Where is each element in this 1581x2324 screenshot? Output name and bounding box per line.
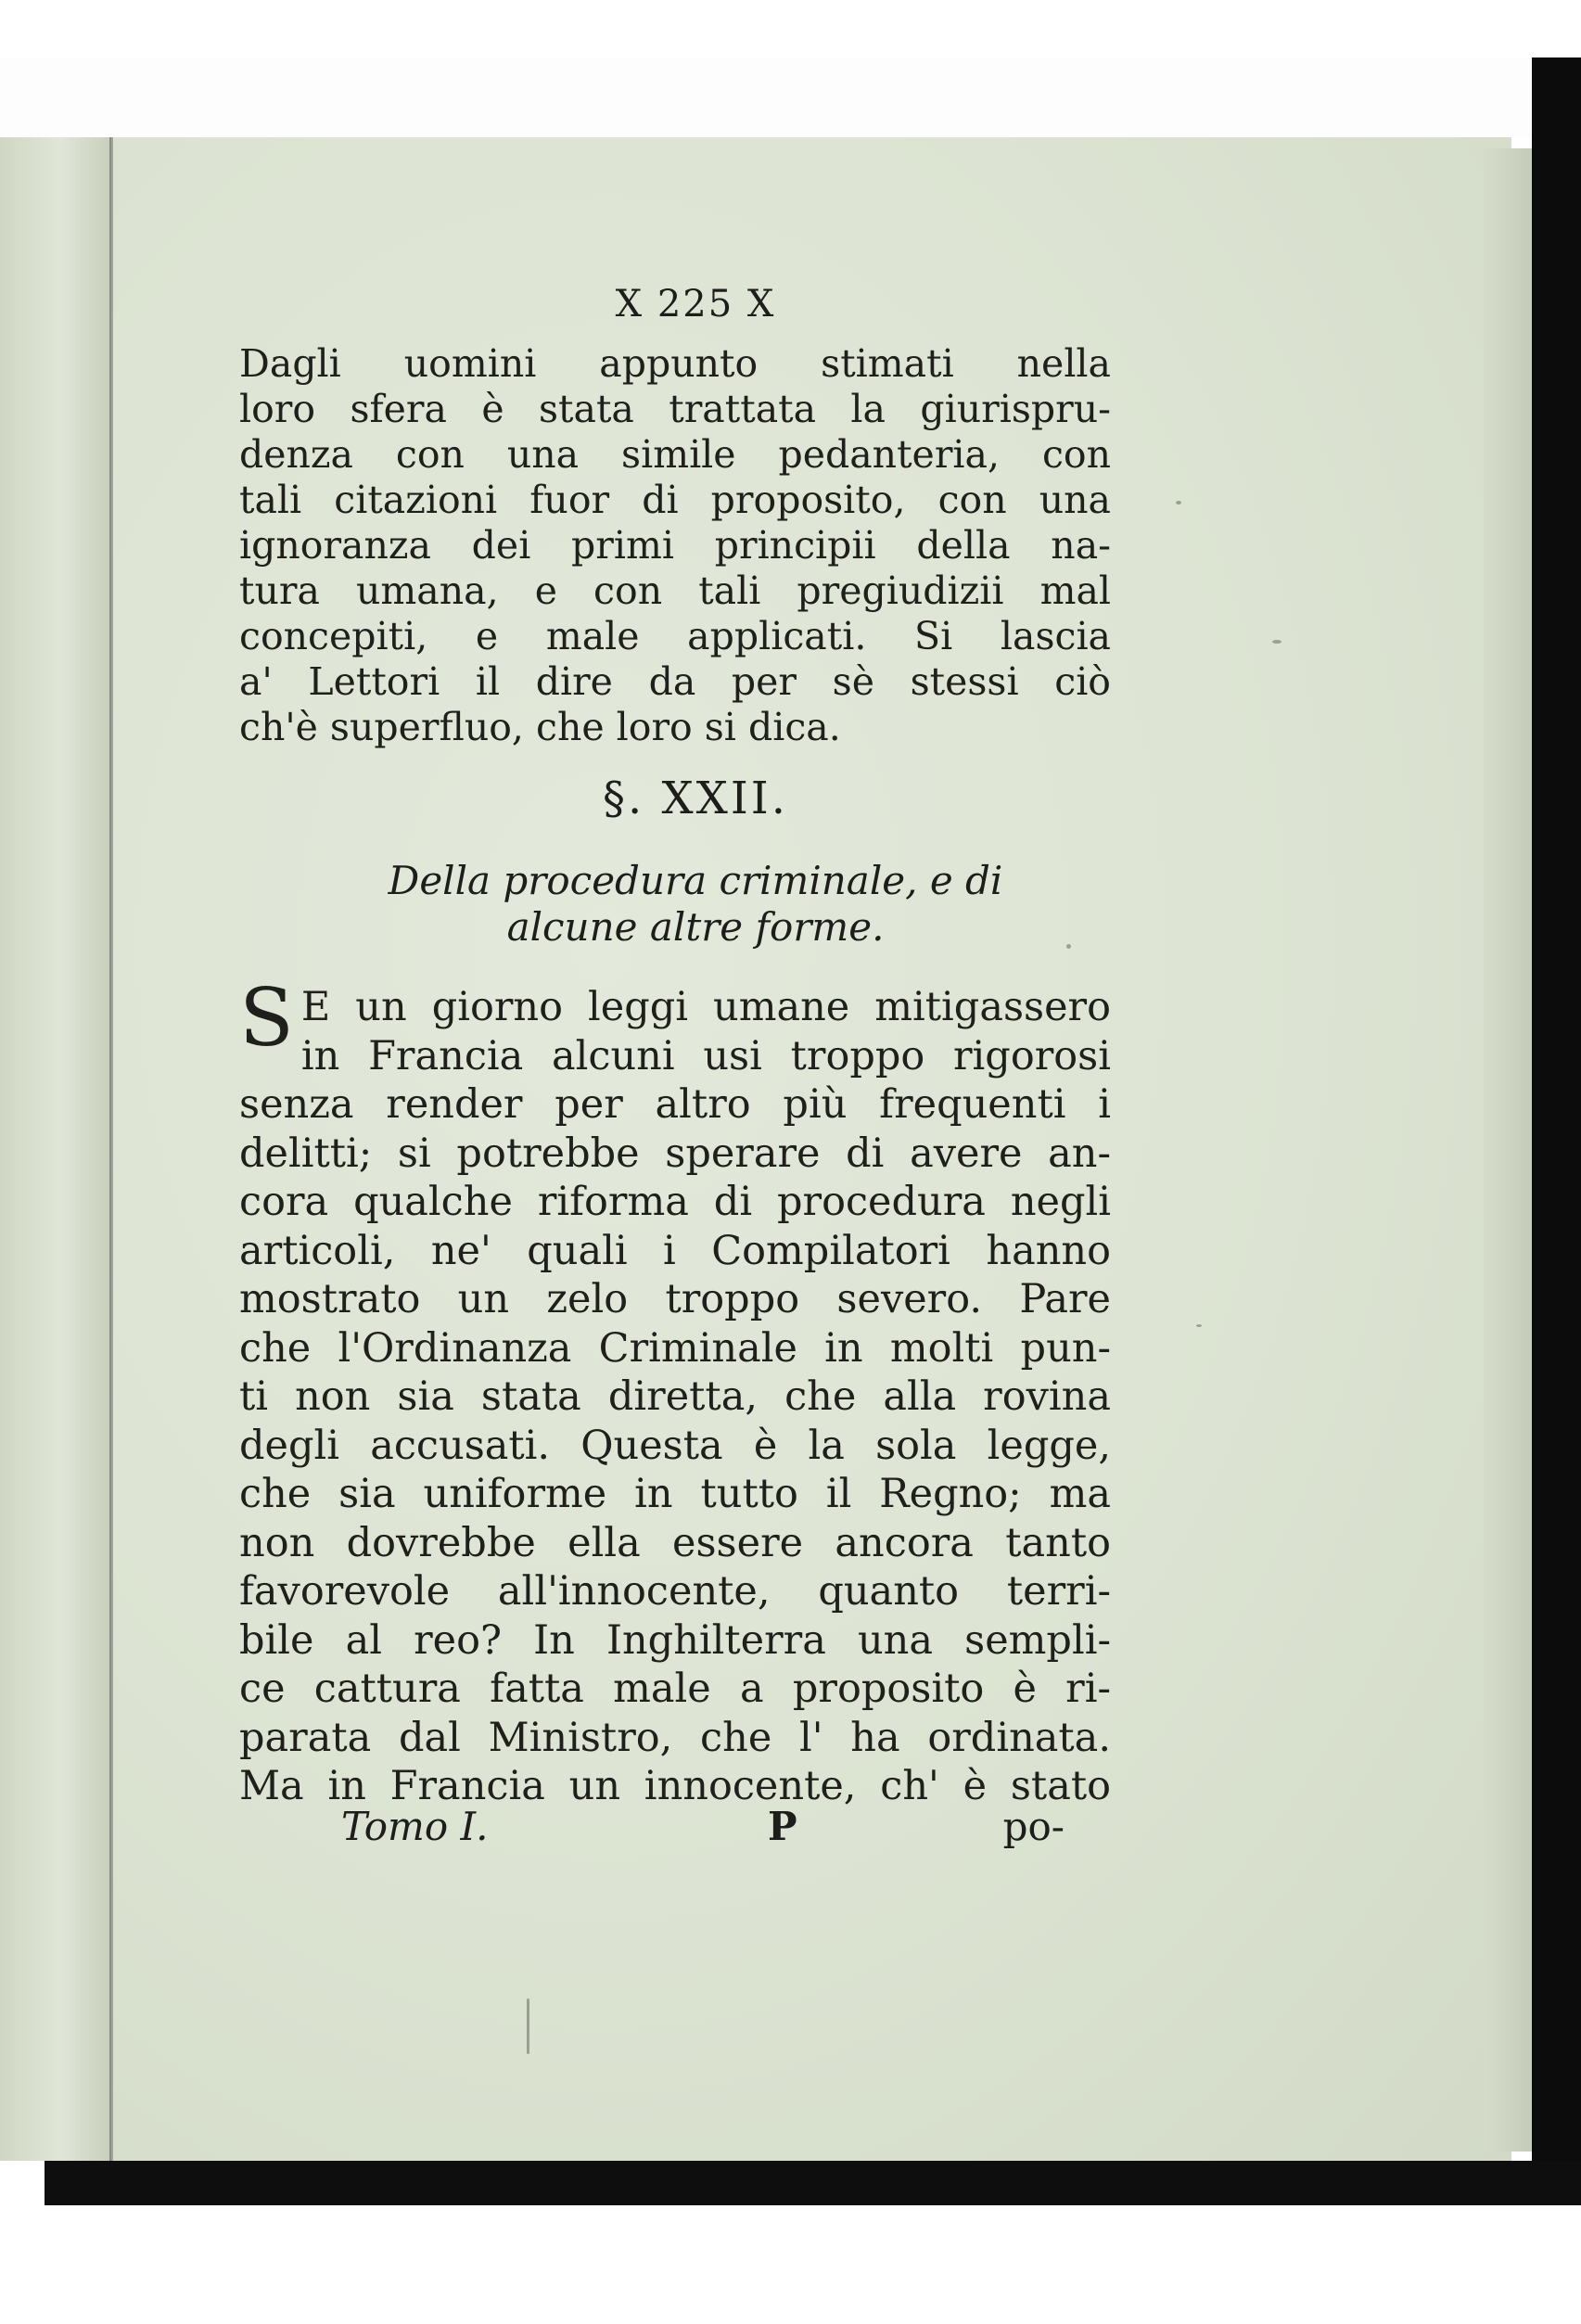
text-line: articoli, ne' quali i Compilatori hanno	[239, 1227, 1111, 1274]
paper-speck	[527, 1998, 529, 2054]
text-line: senza render per altro più frequenti i	[239, 1081, 1111, 1128]
scan-bottom-border	[45, 2161, 1581, 2205]
section-title-line: Della procedura criminale, e di	[388, 858, 1003, 903]
page-footer	[341, 1804, 1065, 1859]
text-line: mostrato un zelo troppo severo. Pare	[239, 1276, 1111, 1322]
volume-label: Tomo I.	[341, 1804, 489, 1849]
text-line: delitti; si potrebbe sperare di avere an-	[239, 1130, 1111, 1177]
text-line: Ma in Francia un innocente, ch' è stato	[239, 1763, 1111, 1809]
text-line: cora qualche riforma di procedura negli	[239, 1179, 1111, 1225]
signature-mark: P	[768, 1804, 797, 1849]
text-line: loro sfera è stata trattata la giurispru-	[239, 387, 1111, 431]
text-line: a' Lettori il dire da per sè stessi ciò	[239, 659, 1111, 704]
text-line: concepiti, e male applicati. Si lascia	[239, 614, 1111, 658]
section-title	[315, 858, 1076, 951]
text-line: Dagli uomini appunto stimati nella	[239, 341, 1111, 386]
text-line: denza con una simile pedanteria, con	[239, 432, 1111, 477]
text-line: ch'è superfluo, che loro si dica.	[239, 705, 841, 749]
paper-speck	[1176, 501, 1181, 504]
text-line: che l'Ordinanza Criminale in molti pun-	[239, 1324, 1111, 1372]
text-line: in Francia alcuni usi troppo rigorosi	[300, 1032, 1111, 1079]
page-number-header: X 225 X	[615, 283, 776, 326]
page-fore-edge	[1484, 148, 1532, 2152]
text-line: parata dal Ministro, che l' ha ordinata.	[239, 1714, 1111, 1761]
text-line: favorevole all'innocente, quanto terri-	[239, 1568, 1111, 1615]
text-line: tali citazioni fuor di proposito, con una	[239, 478, 1111, 522]
text-line: ignoranza dei primi principii della na-	[239, 523, 1111, 568]
text-line: ti non sia stata diretta, che alla rovina	[239, 1373, 1111, 1420]
text-line: degli accusati. Questa è la sola legge,	[239, 1422, 1111, 1469]
scan-right-border	[1532, 57, 1581, 2205]
text-line: bile al reo? In Inghilterra una sempli-	[239, 1616, 1111, 1664]
text-line: che sia uniforme in tutto il Regno; ma	[239, 1471, 1111, 1517]
text-line: ce cattura fatta male a proposito è ri-	[239, 1666, 1111, 1712]
section-title-line: alcune altre forme.	[506, 904, 885, 950]
facing-page-edge	[0, 137, 111, 2161]
section-heading: §. XXII.	[602, 773, 789, 824]
scan-top-margin	[0, 57, 1537, 137]
text-line: non dovrebbe ella essere ancora tanto	[239, 1519, 1111, 1566]
text-line: E un giorno leggi umane mitigassero	[300, 984, 1111, 1030]
paragraph-1	[239, 341, 1111, 750]
text-line: tura umana, e con tali pregiudizii mal	[239, 568, 1111, 613]
paragraph-2	[239, 972, 1111, 1811]
paper-speck	[1272, 640, 1281, 644]
catchword: po-	[1002, 1804, 1065, 1849]
drop-cap: S	[239, 972, 294, 1065]
paper-speck	[1066, 944, 1071, 949]
paper-speck	[1196, 1324, 1202, 1327]
